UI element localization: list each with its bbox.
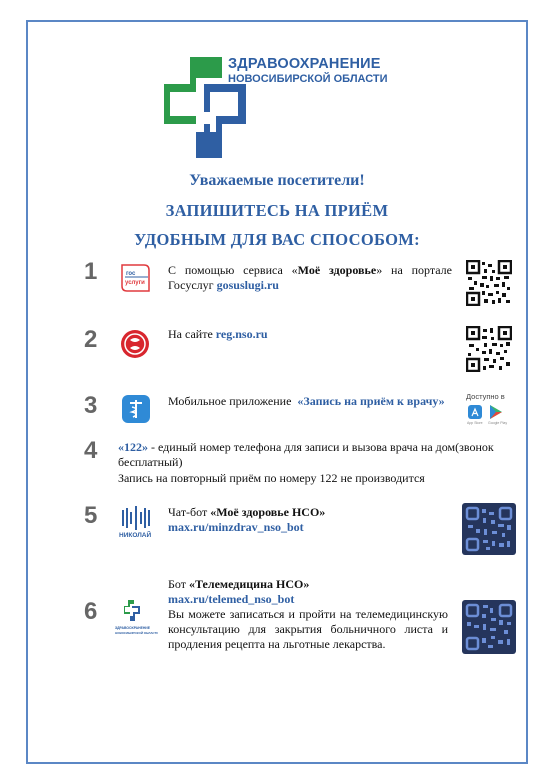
store-available-label: Доступно в xyxy=(466,392,505,401)
main-heading: ЗАПИШИТЕСЬ НА ПРИЁМ xyxy=(165,201,389,220)
app-name-link[interactable]: «Запись на приём к врачу» xyxy=(297,394,445,408)
qr-code-minzdrav-bot[interactable] xyxy=(462,503,516,555)
nikolai-label: НИКОЛАЙ xyxy=(119,532,152,539)
item-6-description: Вы можете записаться и пройти на телемедицинскую консультацию для закрытия больничного листа и продления рецепта на льготные лекарства. xyxy=(168,607,448,651)
store-icons xyxy=(466,401,516,425)
gosuslugi-icon xyxy=(118,261,152,295)
item-number-4: 4 xyxy=(84,437,98,464)
svg-text:услуги: услуги xyxy=(125,280,145,286)
item-number-5: 5 xyxy=(84,502,98,529)
logo-title: ЗДРАВООХРАНЕНИЕ xyxy=(228,56,381,72)
item-4-text xyxy=(118,440,524,470)
item-number-3: 3 xyxy=(84,392,98,419)
reg-nso-link[interactable]: reg.nso.ru xyxy=(215,327,268,341)
item-5-text xyxy=(168,505,448,535)
item-1-text xyxy=(168,263,452,293)
phone-122[interactable]: «122» xyxy=(118,440,148,454)
qr-code-telemed-bot[interactable] xyxy=(462,600,516,654)
item-6-title xyxy=(168,577,448,607)
qr-code-gosuslugi[interactable] xyxy=(466,260,512,306)
telemed-bot-link[interactable]: max.ru/telemed_nso_bot xyxy=(168,592,295,606)
greeting-heading: Уважаемые посетители! xyxy=(189,172,365,189)
svg-text:НОВОСИБИРСКОЙ ОБЛАСТИ: НОВОСИБИРСКОЙ ОБЛАСТИ xyxy=(115,631,158,635)
item-1-service: Моё здоровье xyxy=(297,263,377,277)
app-store-icon xyxy=(468,405,482,419)
svg-text:ЗДРАВООХРАНЕНИЕ: ЗДРАВООХРАНЕНИЕ xyxy=(115,626,150,630)
item-6-label: Бот xyxy=(168,577,186,591)
item-4-description: - единый номер телефона для записи и вызова врача на дом(звонок бесплатный) xyxy=(118,440,494,469)
item-number-1: 1 xyxy=(84,258,98,285)
medical-app-icon xyxy=(121,394,151,424)
item-2-label: На сайте xyxy=(168,327,213,341)
qr-code-reg-nso[interactable] xyxy=(466,326,512,372)
item-2-text xyxy=(168,327,452,342)
svg-text:App Store: App Store xyxy=(467,421,483,425)
svg-text:Google Play: Google Play xyxy=(488,421,508,425)
item-number-2: 2 xyxy=(84,326,98,353)
reg-nso-icon xyxy=(119,328,151,360)
svg-text:гос: гос xyxy=(126,271,136,277)
item-5-bot-name: «Моё здоровье НСО» xyxy=(210,505,326,519)
item-3-label: Мобильное приложение xyxy=(168,394,292,408)
item-1-text-after: » на портале Госуслуг xyxy=(168,263,452,292)
item-6-bot-name: «Телемедицина НСО» xyxy=(188,577,310,591)
app-store-badges[interactable] xyxy=(466,392,516,430)
minzdrav-bot-link[interactable]: max.ru/minzdrav_nso_bot xyxy=(168,520,304,534)
item-3-text xyxy=(168,394,448,409)
item-5-label: Чат-бот xyxy=(168,505,208,519)
logo-subtitle: НОВОСИБИРСКОЙ ОБЛАСТИ xyxy=(228,73,388,85)
nikolai-bot-icon xyxy=(116,504,156,542)
item-4-note: Запись на повторный приём по номеру 122 не производится xyxy=(118,471,425,485)
item-number-6: 6 xyxy=(84,598,98,625)
gosuslugi-link[interactable]: gosuslugi.ru xyxy=(216,278,279,292)
item-1-text-before: С помощью сервиса « xyxy=(168,263,298,277)
zdravookhranenie-small-icon xyxy=(114,598,158,638)
sub-heading: УДОБНЫМ ДЛЯ ВАС СПОСОБОМ: xyxy=(134,230,420,249)
